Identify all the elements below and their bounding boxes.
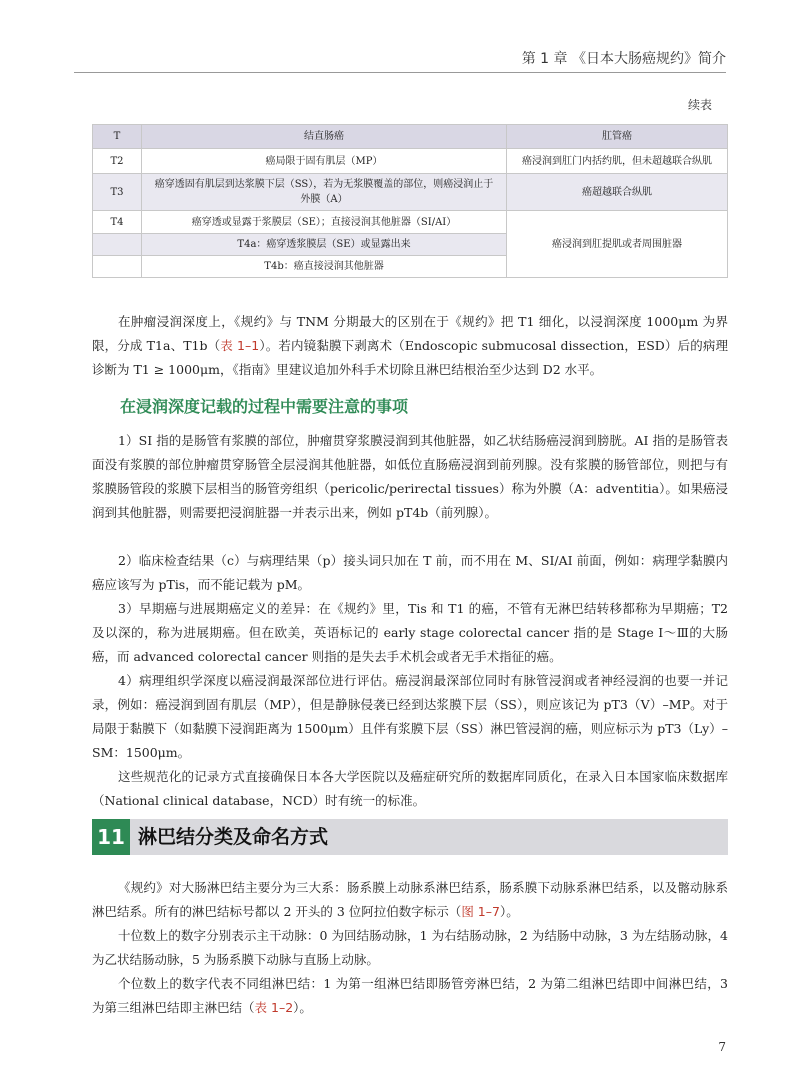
lymph-paragraph-1 bbox=[92, 876, 728, 924]
continued-label: 续表 bbox=[687, 98, 712, 112]
chapter-header: 第 1 章 《日本大肠癌规约》简介 bbox=[521, 51, 726, 67]
section-number: 11 bbox=[92, 819, 130, 855]
cell-anal: 癌浸润到肛门内括约肌，但未超越联合纵肌 bbox=[507, 149, 728, 174]
header-colorectal: 结直肠癌 bbox=[142, 125, 507, 149]
cell-t: T2 bbox=[93, 149, 142, 174]
cell-colorectal: T4a：癌穿透浆膜层（SE）或显露出来 bbox=[142, 234, 507, 256]
cell-t: T4 bbox=[93, 211, 142, 234]
lymph-p3-before: 个位数上的数字代表不同组淋巴结：1 为第一组淋巴结即肠管旁淋巴结，2 为第二组淋巴结即中间淋巴结，3 为第三组淋巴结即主淋巴结（ bbox=[92, 976, 728, 1015]
header-rule bbox=[74, 72, 726, 73]
cell-t: T3 bbox=[93, 174, 142, 211]
cell-colorectal: 癌穿透或显露于浆膜层（SE）；直接浸润其他脏器（SI/AI） bbox=[142, 211, 507, 234]
page-number: 7 bbox=[718, 1040, 726, 1054]
note-paragraph-2: 2）临床检查结果（c）与病理结果（p）接头词只加在 T 前，而不用在 M、SI/AI 前面，例如：病理学黏膜内癌应该写为 pTis，而不能记载为 pM。 bbox=[92, 553, 728, 592]
table-row bbox=[93, 211, 728, 234]
lymph-p3-after: ）。 bbox=[293, 1000, 312, 1015]
cell-anal: 癌浸润到肛提肌或者周围脏器 bbox=[507, 211, 728, 278]
cell-anal: 癌超越联合纵肌 bbox=[507, 174, 728, 211]
lymph-paragraph-3 bbox=[92, 972, 728, 1020]
table-reference-link[interactable]: 表 1–1 bbox=[220, 338, 260, 353]
header-anal: 肛管癌 bbox=[507, 125, 728, 149]
standard-paragraph: 这些规范化的记录方式直接确保日本各大学医院以及癌症研究所的数据库同质化，在录入日本国家临床数据库（National clinical database，NCD）时有统一的标准。 bbox=[92, 769, 728, 808]
intro-text-after: ）。若内镜黏膜下剥离术（Endoscopic submucosal dissection，ESD）后的病理诊断为 T1 ≥ 1000μm，《指南》里建议追加外科手术切除且淋巴结根治至少达到 D2 水平。 bbox=[92, 338, 728, 377]
table-row bbox=[93, 174, 728, 211]
tnm-table bbox=[92, 124, 728, 278]
table-row bbox=[93, 149, 728, 174]
table-header-row bbox=[93, 125, 728, 149]
figure-reference-link[interactable]: 图 1–7 bbox=[461, 904, 500, 919]
note-paragraph-4: 4）病理组织学深度以癌浸润最深部位进行评估。癌浸润最深部位同时有脉管浸润或者神经浸润的也要一并记录，例如：癌浸润到固有肌层（MP），但是静脉侵袭已经到达浆膜下层（SS），则应该记为 pT3（V）–MP。对于局限于黏膜下（如黏膜下浸润距离为 1500μm）且伴有浆膜下层（SS）淋巴管浸润的癌，则应标示为 pT3（Ly）–SM：1500μm。 bbox=[92, 673, 728, 760]
intro-text-before: 在肿瘤浸润深度上，《规约》与 TNM 分期最大的区别在于《规约》把 T1 细化，以浸润深度 1000μm 为界限，分成 T1a、T1b（ bbox=[92, 314, 728, 353]
cell-colorectal: T4b：癌直接浸润其他脏器 bbox=[142, 256, 507, 278]
table-reference-link-2[interactable]: 表 1–2 bbox=[254, 1000, 294, 1015]
section-heading-bar bbox=[92, 819, 728, 855]
header-t: T bbox=[93, 125, 142, 149]
lymph-paragraph-2: 十位数上的数字分别表示主干动脉：0 为回结肠动脉，1 为右结肠动脉，2 为结肠中动脉，3 为左结肠动脉，4 为乙状结肠动脉，5 为肠系膜下动脉与直肠上动脉。 bbox=[92, 928, 728, 967]
intro-paragraph bbox=[92, 310, 728, 382]
cell-colorectal: 癌穿透固有肌层到达浆膜下层（SS），若为无浆膜覆盖的部位，则癌浸润止于外膜（A） bbox=[142, 174, 507, 211]
subheading: 在浸润深度记载的过程中需要注意的事项 bbox=[120, 397, 409, 416]
cell-t-empty bbox=[93, 256, 142, 278]
note-paragraph-1: 1）SI 指的是肠管有浆膜的部位，肿瘤贯穿浆膜浸润到其他脏器，如乙状结肠癌浸润到膀胱。AI 指的是肠管表面没有浆膜的部位肿瘤贯穿肠管全层浸润其他脏器，如低位直肠癌浸润到前列腺。没有浆膜的肠管部位，则把与有浆膜肠管段的浆膜下层相当的肠管旁组织（pericolic/perirectal tissues）称为外膜（A：adventitia）。如果癌浸润到其他脏器，则需要把浸润脏器一并表示出来，例如 pT4b（前列腺）。 bbox=[92, 433, 728, 520]
note-paragraph-3: 3）早期癌与进展期癌定义的差异：在《规约》里，Tis 和 T1 的癌，不管有无淋巴结转移都称为早期癌；T2 及以深的，称为进展期癌。但在欧美，英语标记的 early stage colorectal cancer 指的是 Stage Ⅰ～Ⅲ的大肠癌，而 advanced colorectal cancer 则指的是失去手术机会或者无手术指征的癌。 bbox=[92, 601, 728, 664]
lymph-p1-after: ）。 bbox=[499, 904, 519, 919]
cell-t-empty bbox=[93, 234, 142, 256]
lymph-p1-before: 《规约》对大肠淋巴结主要分为三大系：肠系膜上动脉系淋巴结系，肠系膜下动脉系淋巴结系，以及髂动脉系淋巴结系。所有的淋巴结标号都以 2 开头的 3 位阿拉伯数字标示（ bbox=[92, 880, 728, 919]
cell-colorectal: 癌局限于固有肌层（MP） bbox=[142, 149, 507, 174]
section-title: 淋巴结分类及命名方式 bbox=[138, 826, 329, 848]
